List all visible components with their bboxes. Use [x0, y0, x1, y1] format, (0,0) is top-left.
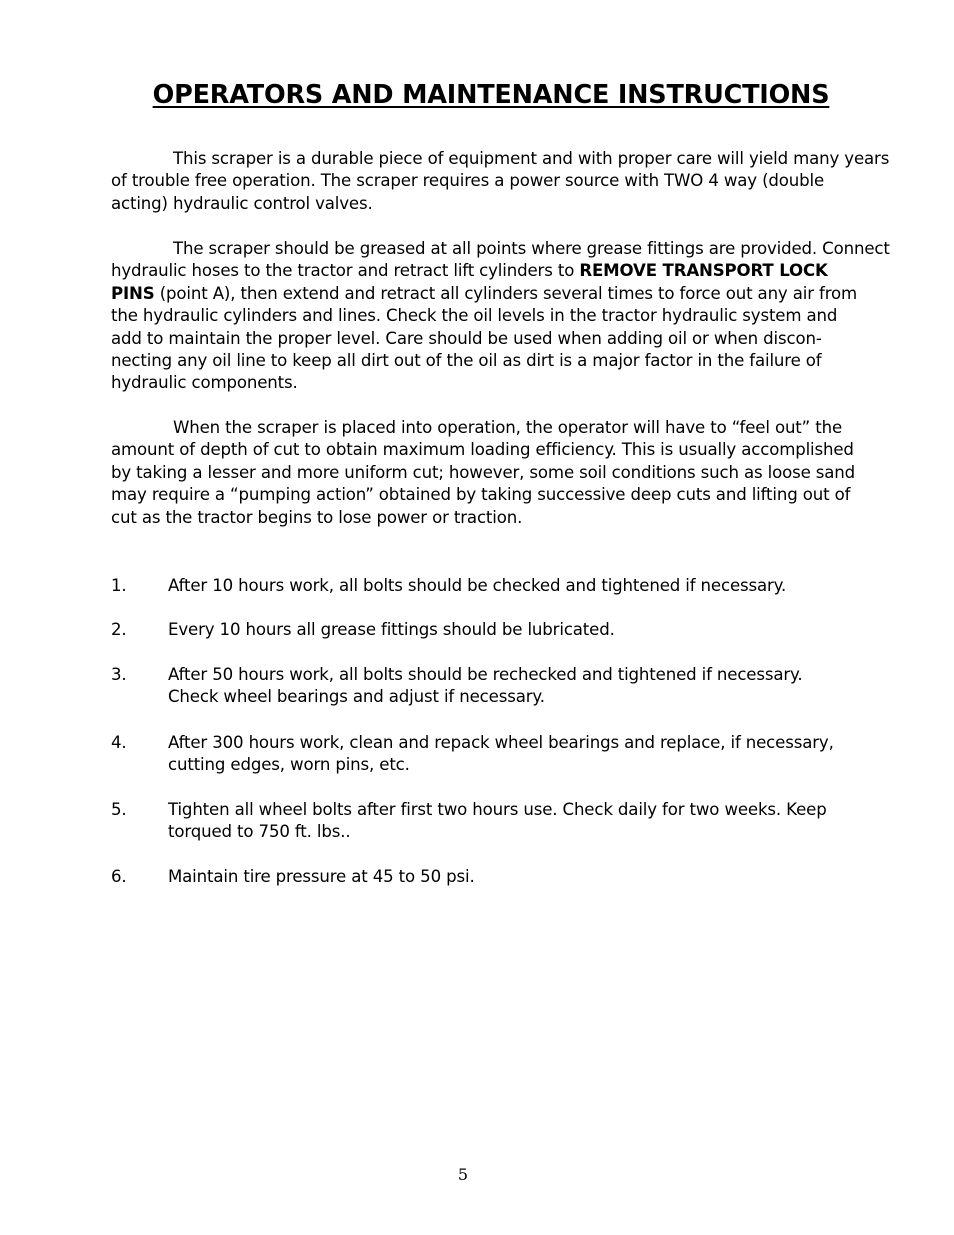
list-item-number: 4.: [111, 733, 127, 752]
paragraph-line: by taking a lesser and more uniform cut; however, some soil conditions such as loose sand: [111, 462, 856, 482]
paragraph-line: may require a “pumping action” obtained by taking successive deep cuts and lifting out of: [111, 485, 851, 505]
list-item-line: Tighten all wheel bolts after first two hours use. Check daily for two weeks. Keep: [168, 800, 827, 819]
paragraph-line: add to maintain the proper level. Care should be used when adding oil or when discon-: [111, 328, 822, 348]
transport-lock-warning: REMOVE TRANSPORT LOCK: [579, 261, 828, 281]
operation-paragraph: [111, 417, 876, 529]
intro-paragraph: [111, 148, 890, 215]
list-item-text: [168, 866, 878, 888]
list-item-line: After 50 hours work, all bolts should be rechecked and tightened if necessary.: [168, 665, 803, 684]
list-item-text: [168, 575, 878, 597]
paragraph-text: hydraulic hoses to the tractor and retract lift cylinders to: [111, 261, 580, 281]
page-number: 5: [457, 1165, 469, 1184]
list-item-number: 3.: [111, 665, 127, 684]
page-title: OPERATORS AND MAINTENANCE INSTRUCTIONS: [152, 80, 830, 110]
list-item-number: 1.: [111, 576, 127, 595]
list-item-line: After 10 hours work, all bolts should be checked and tightened if necessary.: [168, 576, 787, 595]
paragraph-line: [111, 283, 876, 305]
greasing-paragraph: [111, 238, 890, 395]
list-item-line: After 300 hours work, clean and repack wheel bearings and replace, if necessary,: [168, 733, 834, 752]
list-item-text: [168, 732, 878, 777]
paragraph-line: This scraper is a durable piece of equipment and with proper care will yield many years: [173, 149, 890, 168]
list-item-line: cutting edges, worn pins, etc.: [168, 755, 410, 775]
paragraph-line: necting any oil line to keep all dirt out of the oil as dirt is a major factor in the failure of: [111, 351, 822, 371]
paragraph-line: hydraulic components.: [111, 373, 298, 393]
list-item-number: 5.: [111, 800, 127, 819]
paragraph-line: cut as the tractor begins to lose power or traction.: [111, 507, 523, 527]
list-item-line: torqued to 750 ft. lbs..: [168, 822, 351, 842]
list-item-text: [168, 664, 878, 709]
list-item-number: 2.: [111, 620, 127, 639]
list-item-line: Maintain tire pressure at 45 to 50 psi.: [168, 867, 475, 886]
paragraph-line: The scraper should be greased at all points where grease fittings are provided. Connect: [173, 239, 890, 258]
list-item-line: Check wheel bearings and adjust if necessary.: [168, 687, 545, 707]
paragraph-text: (point A), then extend and retract all cylinders several times to force out any air from: [154, 283, 858, 303]
paragraph-line: When the scraper is placed into operation, the operator will have to “feel out” the: [173, 418, 843, 437]
list-item-text: [168, 799, 878, 844]
paragraph-line: acting) hydraulic control valves.: [111, 193, 373, 213]
list-item-number: 6.: [111, 867, 127, 886]
paragraph-line: [111, 260, 876, 282]
transport-lock-warning-cont: PINS: [111, 283, 155, 303]
paragraph-line: of trouble free operation. The scraper requires a power source with TWO 4 way (double: [111, 171, 825, 191]
list-item-text: [168, 619, 878, 641]
paragraph-line: amount of depth of cut to obtain maximum loading efficiency. This is usually accomplished: [111, 440, 854, 460]
list-item-line: Every 10 hours all grease fittings should be lubricated.: [168, 620, 615, 639]
paragraph-line: the hydraulic cylinders and lines. Check the oil levels in the tractor hydraulic system and: [111, 306, 838, 326]
